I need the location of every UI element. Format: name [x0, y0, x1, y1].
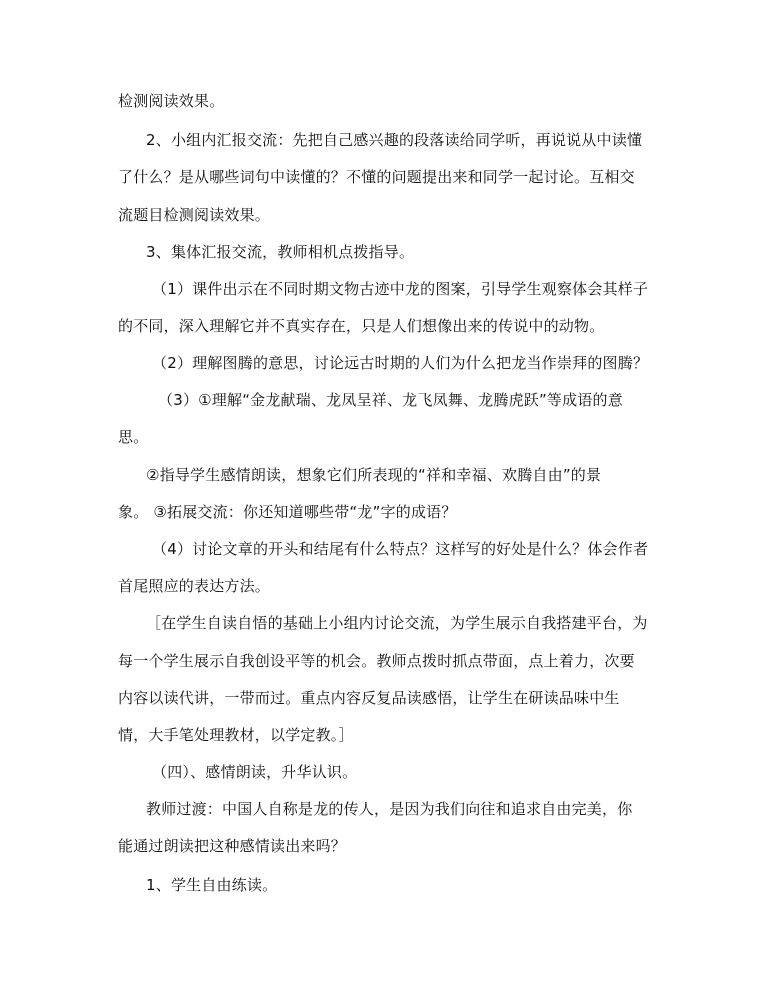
text-line: ［在学生自读自悟的基础上小组内讨论交流，为学生展示自我搭建平台，为: [146, 614, 648, 632]
text-line: ②指导学生感情朗读，想象它们所表现的“祥和幸福、欢腾自由”的景: [146, 466, 602, 484]
text-line: 了什么？是从哪些词句中读懂的？不懂的问题提出来和同学一起讨论。互相交: [118, 168, 635, 186]
text-line: （2）理解图腾的意思，讨论远古时期的人们为什么把龙当作崇拜的图腾？: [152, 354, 649, 372]
text-line: 2、小组内汇报交流：先把自己感兴趣的段落读给同学听，再说说从中读懂: [146, 131, 643, 149]
text-line: （1）课件出示在不同时期文物古迹中龙的图案，引导学生观察体会其样子: [152, 280, 649, 298]
text-line: 3、集体汇报交流，教师相机点拨指导。: [146, 243, 415, 261]
text-line: 的不同，深入理解它并不真实存在，只是人们想像出来的传说中的动物。: [118, 317, 605, 335]
text-line: 内容以读代讲，一带而过。重点内容反复品读感悟，让学生在研读品味中生: [118, 689, 620, 707]
text-line: 思。: [118, 428, 149, 446]
text-line: 流题目检测阅读效果。: [118, 206, 271, 224]
text-line: 检测阅读效果。: [118, 92, 225, 110]
text-line: （4）讨论文章的开头和结尾有什么特点？这样写的好处是什么？体会作者: [152, 540, 649, 558]
text-line: 教师过渡：中国人自称是龙的传人，是因为我们向往和追求自由完美，你: [146, 800, 633, 818]
text-line: （3）①理解“金龙献瑞、龙凤呈祥、龙飞凤舞、龙腾虎跃”等成语的意: [158, 391, 623, 409]
text-line: 象。 ③拓展交流：你还知道哪些带“龙”字的成语？: [118, 503, 457, 521]
text-line: 首尾照应的表达方法。: [118, 577, 271, 595]
text-line: 能通过朗读把这种感情读出来吗？: [118, 837, 347, 855]
text-line: （四）、感情朗读，升华认识。: [152, 763, 358, 781]
text-line: 情，大手笔处理教材，以学定教。］: [118, 726, 354, 744]
text-line: 1、学生自由练读。: [146, 876, 278, 894]
text-line: 每一个学生展示自我创设平等的机会。教师点拨时抓点带面，点上着力，次要: [118, 652, 635, 670]
